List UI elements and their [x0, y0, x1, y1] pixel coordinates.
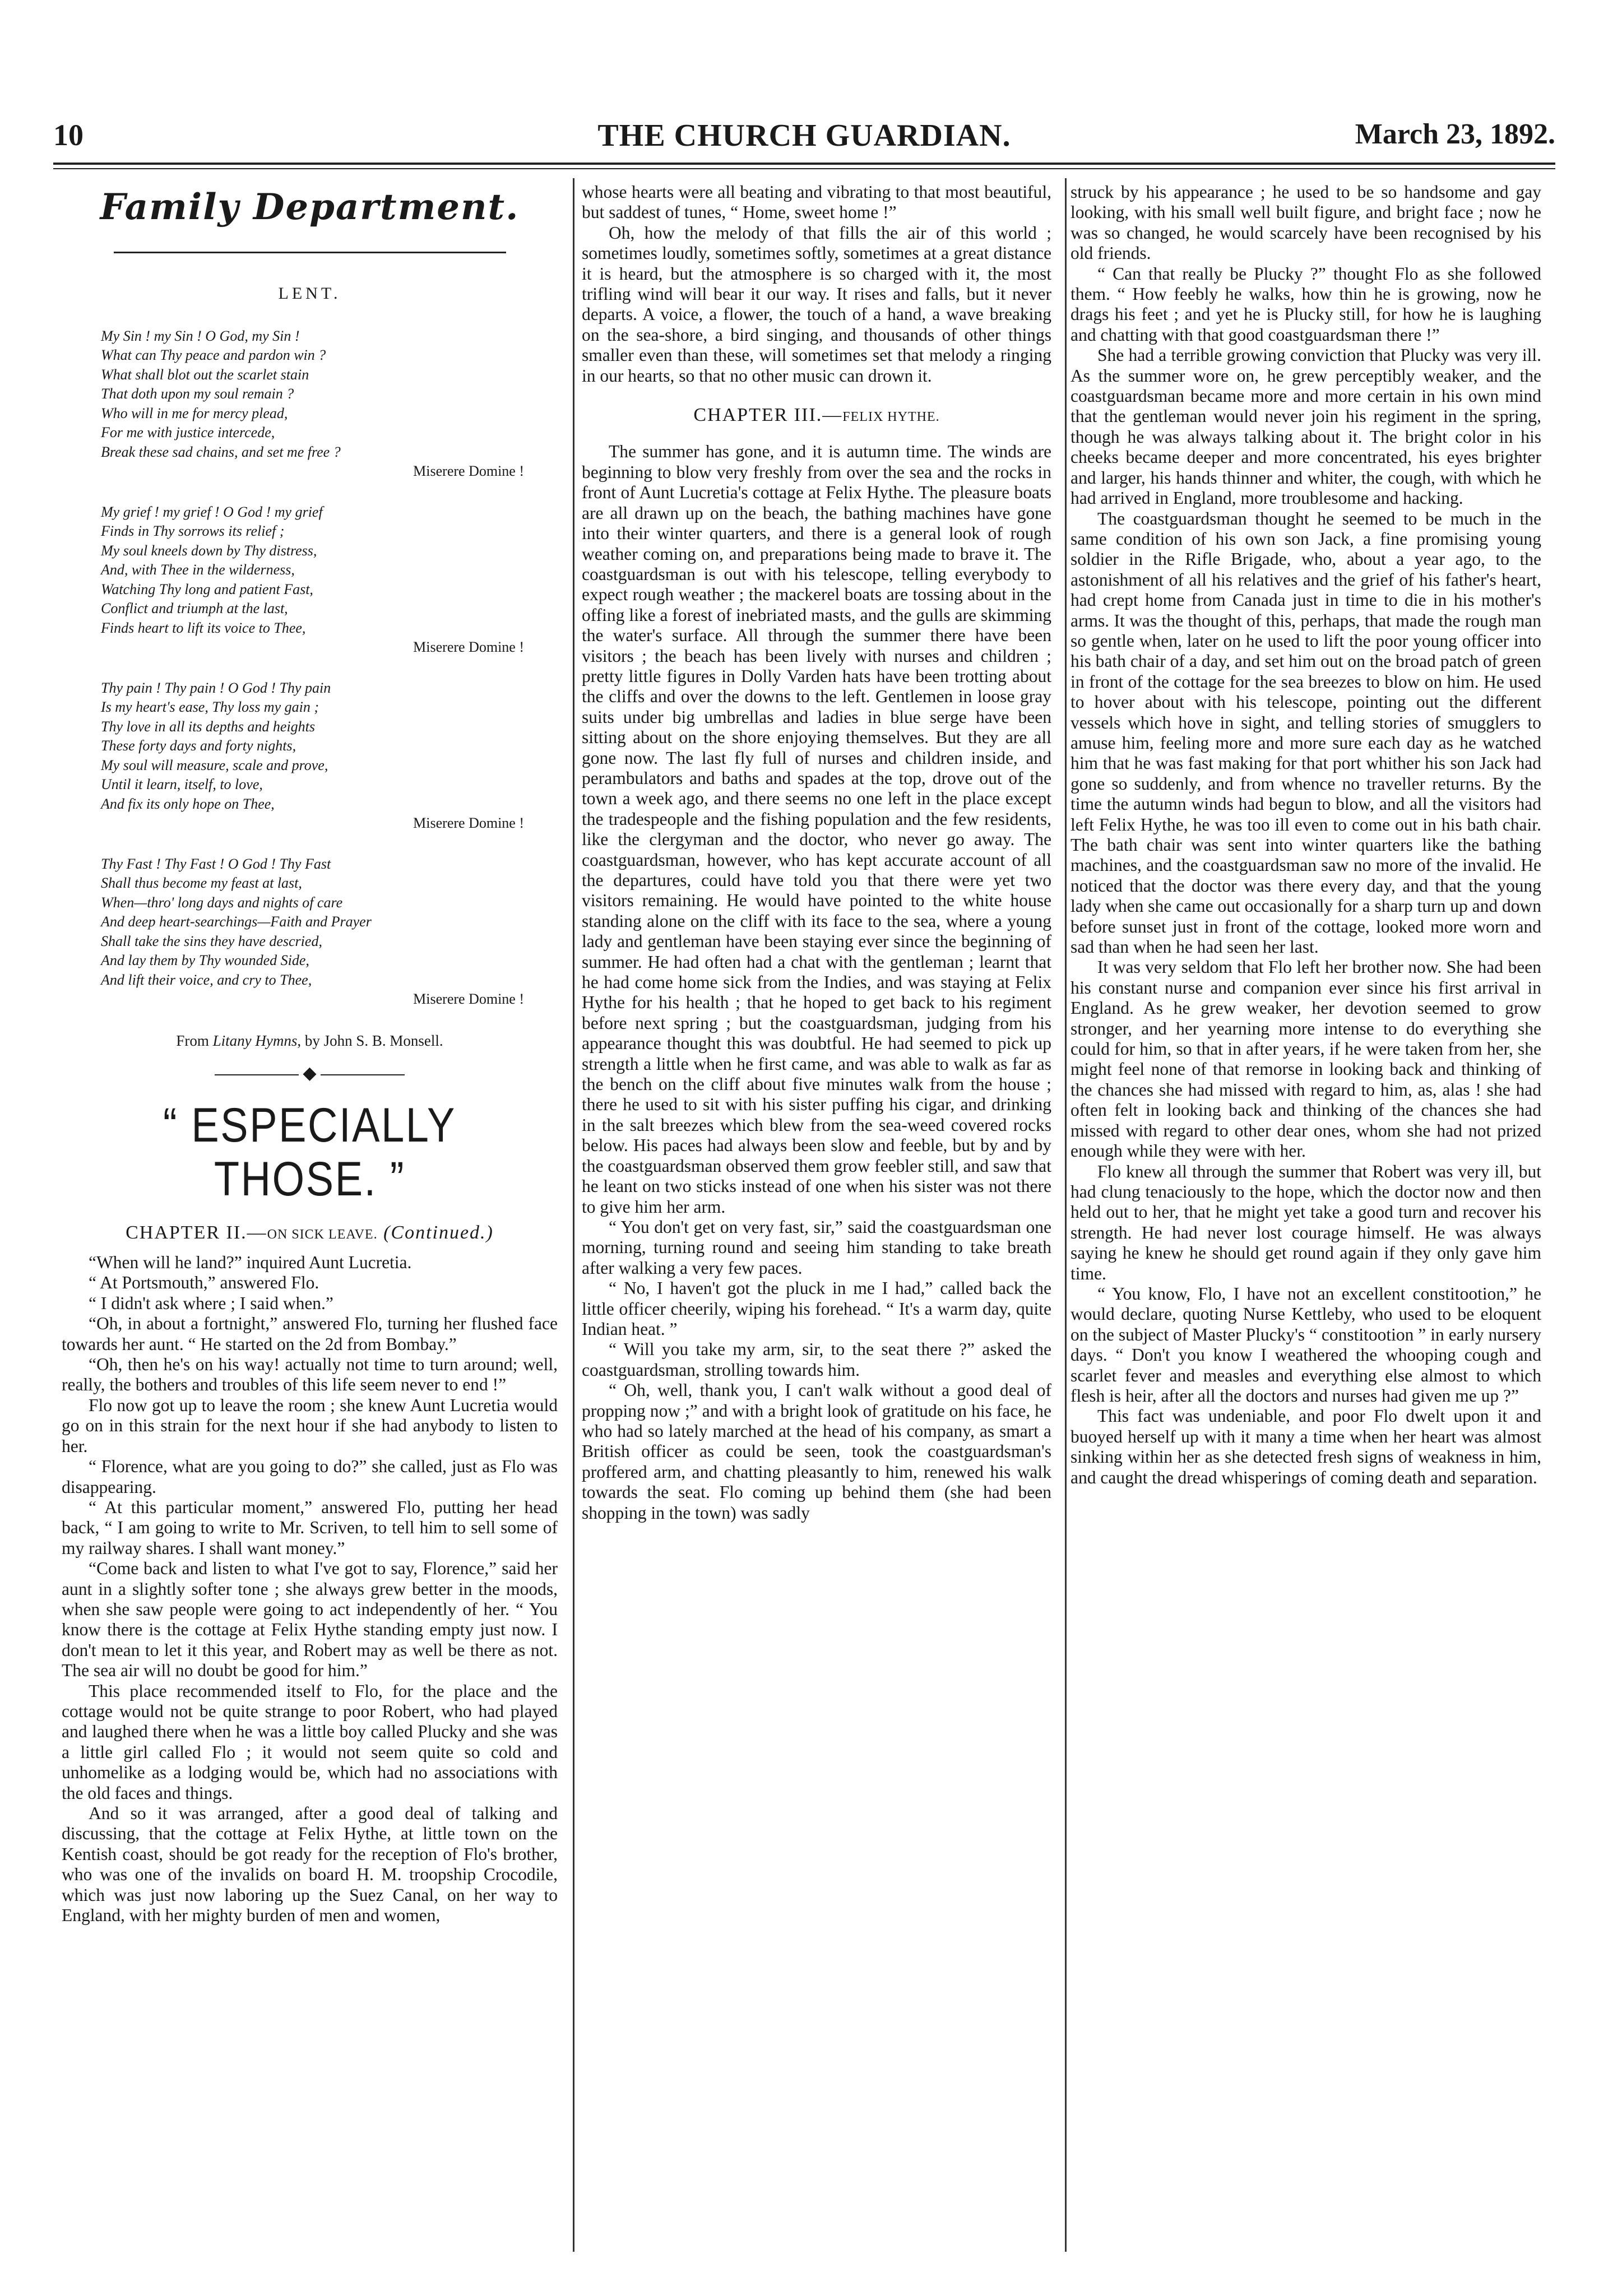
paragraph: “Come back and listen to what I've got to say, Florence,” said her aunt in a slightly softer tone ; she always grew better in the moods, when she saw people were going to act independently of her. “ You know there is the cottage at Felix Hythe standing empty just now. I don't mean to let it this year, and Robert may as well be there as not. The sea air will no doubt be good for him.” — [62, 1559, 558, 1681]
poem-refrain: Miserere Domine ! — [413, 991, 524, 1008]
paragraph: “ Can that really be Plucky ?” thought Flo as she followed them. “ How feebly he walks, how thin he is growing, now he drags his feet ; and yet he is Plucky still, for how he is laughing and chatting with that good coastguardsman there !” — [1070, 263, 1541, 345]
poem-line: Thy love in all its depths and heights — [101, 718, 316, 735]
column-divider-1 — [573, 178, 574, 2252]
paragraph: The summer has gone, and it is autumn time. The winds are beginning to blow very freshly from over the sea and the rocks in front of Aunt Lucretia's cottage at Felix Hythe. The pleasure boats are all drawn up on the beach, the bathing machines have gone into their winter quarters, and there is a general look of rough weather coming on, and preparations being made to brave it. The coastguardsman is out with his telescope, telling everybody to expect rough weather ; the mackerel boats are tossing about in the offing like a forest of inebriated masts, and the gulls are skimming the water's surface. All through the summer there have been visitors ; the beach has been lively with nurses and children ; pretty little figures in Dolly Varden hats have been trotting about the cliffs and over the downs to the left. Gentlemen in loose gray suits under big umbrellas and ladies in blue serge have been sitting about on the shore enjoying themselves. But they are all gone now. The last fly full of nurses and children inside, and perambulators and baths and spades at the top, drove out of the town a week ago, and there seems no one left in the place except the tradespeople and the fishing population and the few residents, like the clergyman and the doctor, who never go away. The coastguardsman, however, who has kept accurate account of all the departures, could have told you that there were yet two visitors remaining. He would have pointed to the white house standing alone on the cliff with its face to the sea, where a young lady and gentleman have been staying ever since the beginning of summer. He had often had a chat with the gentleman ; learnt that he had come home sick from the Indies, and was staying at Felix Hythe for his health ; that he hoped to get back to his regiment before next spring ; but the coastguardsman, judging from his appearance thought this was doubtful. He had seemed to pick up strength a little when he first came, and was able to walk as far as the bench on the cliff about five minutes walk from the house ; there he used to sit with his sister puffing his cigar, and drinking in the salt breezes which blew from the sea-weed covered rocks below. His paces had always been slow and feeble, but by and by the coastguardsman observed them grow feebler still, and saw that he leant on two sticks instead of one when his sister was not there to give him her arm. — [582, 442, 1051, 1217]
paragraph: “ Oh, well, thank you, I can't walk without a good deal of propping now ;” and with a bright look of gratitude on his face, he who had so lately marched at the head of his company, as smart a British officer as could be seen, took the coastguardsman's proffered arm, and chatting pleasantly to him, renewed his walk towards the seat. Flo coming up behind them (she had been shopping in the town) was sadly — [582, 1380, 1051, 1523]
department-title: Family Department. — [100, 186, 520, 228]
story-title: “ ESPECIALLY THOSE. ” — [163, 1098, 456, 1206]
column-2 — [582, 182, 1051, 1523]
paragraph: “When will he land?” inquired Aunt Lucretia. — [89, 1253, 412, 1273]
poem-refrain: Miserere Domine ! — [413, 815, 524, 832]
paragraph: It was very seldom that Flo left her brother now. She had been his constant nurse and companion ever since his first arrival in England. As he grew weaker, her devotion seemed to grow stronger, and her yearning more intense to do everything she could for him, so that in after years, if he were taken from her, she might feel none of that remorse in looking back and thinking of the chances she had missed with regard to him, as, alas ! she had often felt in looking back and thinking of the chances she had missed with regard to other dear ones, whom she had not prized enough while they were with her. — [1070, 957, 1541, 1161]
poem-stanza — [101, 327, 558, 481]
paragraph: “ I didn't ask where ; I said when.” — [89, 1293, 333, 1313]
poem-line: And, with Thee in the wilderness, — [101, 562, 295, 578]
poem-line: What can Thy peace and pardon win ? — [101, 347, 326, 364]
chapter-heading: CHAPTER II.—ON SICK LEAVE. (Continued.) — [126, 1222, 494, 1243]
poem-line: My soul kneels down by Thy distress, — [101, 542, 317, 559]
poem-line: Finds in Thy sorrows its relief ; — [101, 523, 285, 540]
paragraph: Oh, how the melody of that fills the air of this world ; sometimes loudly, sometimes softly, sometimes at a great distance it is heard, but the atmosphere is so charged with it, the most trifling wind will bear it our way. It rises and falls, but it never departs. A voice, a flower, the touch of a hand, a wave breaking on the sea-shore, a bird singing, and thousands of other things smaller even than these, will sometimes set that melody a ringing in our hearts, so that no other music can drown it. — [582, 222, 1051, 386]
poem-line: And deep heart-searchings—Faith and Prayer — [101, 913, 372, 930]
paragraph: This place recommended itself to Flo, for the place and the cottage would not be quite strange to poor Robert, who had played and laughed there when he was a little boy called Plucky and she was a little girl called Flo ; it would not seem quite so cold and unhomelike as a lodging would be, which had no associations with the old faces and things. — [62, 1681, 558, 1803]
poem-line: And lift their voice, and cry to Thee, — [101, 971, 312, 988]
paragraph: The coastguardsman thought he seemed to be much in the same condition of his own son Jack, a fine promising young soldier in the Rifle Brigade, who, about a year ago, to the astonishment of all his relatives and the grief of his father's heart, had crept home from Canada just in time to die in his mother's arms. It was the thought of this, perhaps, that made the rough man so gentle when, later on he used to lift the poor young officer into his bath chair of a day, and set him out on the broad patch of green in front of the cottage for the sea breezes to blow on him. He used to hover about with his telescope, pointing out the different vessels which hove in sight, and telling stories of smugglers to amuse him, feeling more and more sure each day as he watched him that he was fast making for that port whither his son Jack had gone so suddenly, and from whence no traveller returns. By the time the autumn winds had begun to blow, and all the visitors had left Felix Hythe, he was too ill even to come out in his bath chair. The bath chair was sent into winter quarters like the bathing machines, and the coastguardsman saw no more of the invalid. He noticed that the doctor was there every day, and that the young lady when she came out occasionally for a sharp turn up and down before sunset just in front of the cottage, looked more worn and sad than when he had seen her last. — [1070, 508, 1541, 957]
poem-line: Watching Thy long and patient Fast, — [101, 581, 313, 597]
poem-refrain: Miserere Domine ! — [413, 639, 524, 656]
poem-stanza — [101, 679, 558, 833]
chapter-heading: CHAPTER III.—FELIX HYTHE. — [693, 405, 940, 426]
poem-line: Shall take the sins they have descried, — [101, 933, 322, 949]
paragraph: struck by his appearance ; he used to be so handsome and gay looking, with his small well built figure, and bright face ; now he was so changed, he would scarcely have been recognised by his old friends. — [1070, 182, 1541, 263]
title-rule — [62, 241, 558, 261]
paragraph: “ You don't get on very fast, sir,” said the coastguardsman one morning, turning round and seeing him standing to take breath after walking a very few paces. — [582, 1217, 1051, 1278]
page-number: 10 — [53, 118, 84, 152]
paragraph: “Oh, in about a fortnight,” answered Flo, turning her flushed face towards her aunt. “ He started on the 2d from Bombay.” — [62, 1314, 558, 1354]
paragraph: “ At Portsmouth,” answered Flo. — [89, 1273, 319, 1293]
poem-line: And fix its only hope on Thee, — [101, 795, 275, 812]
book-title: Litany Hymns — [212, 1032, 298, 1049]
paragraph: whose hearts were all beating and vibrating to that most beautiful, but saddest of tunes, “ Home, sweet home !” — [582, 182, 1051, 222]
paragraph: “ Will you take my arm, sir, to the seat there ?” asked the coastguardsman, strolling towards him. — [582, 1339, 1051, 1380]
paragraph: She had a terrible growing conviction that Plucky was very ill. As the summer wore on, he grew perceptibly weaker, and the coastguardsman became more and more certain in his own mind that the gentleman would never join his regiment in the spring, though he was always talking about it. The bright color in his cheeks became deeper and more concentrated, his eyes brighter and larger, his hands thinner and whiter, the cough, with which he had arrived in England, more troublesome and hacking. — [1070, 345, 1541, 508]
poem-stanza — [101, 503, 558, 657]
header-rule — [53, 163, 1555, 165]
issue-date: March 23, 1892. — [1355, 118, 1555, 150]
story-text-continued — [582, 182, 1051, 386]
poem — [62, 327, 558, 1009]
paragraph: “Oh, then he's on his way! actually not time to turn around; well, really, the bothers and troubles of this life seem never to end !” — [62, 1355, 558, 1395]
story-text — [62, 1253, 558, 1926]
poem-line: Conflict and triumph at the last, — [101, 600, 288, 617]
poem-line: Thy pain ! Thy pain ! O God ! Thy pain — [101, 679, 331, 696]
poem-attribution: From Litany Hymns, by John S. B. Monsell. — [176, 1032, 443, 1049]
paragraph: And so it was arranged, after a good deal of talking and discussing, that the cottage at Felix Hythe, at little town on the Kentish coast, should be got ready for the reception of Flo's brother, who was one of the invalids on board H. M. troopship Crocodile, which was just now laboring up the Suez Canal, on her way to England, with her mighty burden of men and women, — [62, 1803, 558, 1926]
poem-line: Who will in me for mercy plead, — [101, 405, 288, 421]
paragraph: Flo knew all through the summer that Robert was very ill, but had clung tenaciously to the hope, which the doctor now and then held out to her, that he might yet take a good turn and recover his strength. He had never lost courage himself. He was always saying he knew he should get round again if they only gave him time. — [1070, 1161, 1541, 1283]
paragraph: “ At this particular moment,” answered Flo, putting her head back, “ I am going to write to Mr. Scriven, to tell him to sell some of my railway shares. I shall want money.” — [62, 1497, 558, 1558]
poem-line: These forty days and forty nights, — [101, 737, 296, 754]
poem-title: LENT. — [278, 284, 341, 303]
poem-line: Thy Fast ! Thy Fast ! O God ! Thy Fast — [101, 855, 331, 872]
poem-refrain: Miserere Domine ! — [413, 463, 524, 480]
ornament-divider: ◆ — [62, 1063, 558, 1083]
column-divider-2 — [1065, 178, 1067, 2252]
poem-stanza — [101, 855, 558, 1009]
paragraph: “ You know, Flo, I have not an excellent constitootion,” he would declare, quoting Nurse Kettleby, who used to be eloquent on the subject of Master Plucky's “ constitootion ” in early nursery days. “ Don't you know I weathered the whooping cough and scarlet fever and measles and everything else almost to which flesh is heir, after all the doctors and nurses had given me up ?” — [1070, 1283, 1541, 1406]
newspaper-title: THE CHURCH GUARDIAN. — [597, 118, 1011, 153]
page-header — [53, 118, 1555, 157]
paragraph: “ No, I haven't got the pluck in me I had,” called back the little officer cheerily, wiping his forehead. “ It's a warm day, quite Indian heat. ” — [582, 1278, 1051, 1339]
poem-line: For me with justice intercede, — [101, 424, 275, 441]
poem-line: Break these sad chains, and set me free ? — [101, 443, 341, 460]
paragraph: This fact was undeniable, and poor Flo dwelt upon it and buoyed herself up with it many a time when her heart was almost sinking within her as she detected fresh signs of weakness in him, and caught the dread whisperings of coming death and separation. — [1070, 1406, 1541, 1487]
header-rule-thin — [53, 168, 1555, 169]
poem-line: My grief ! my grief ! O God ! my grief — [101, 503, 323, 520]
poem-line: That doth upon my soul remain ? — [101, 386, 294, 402]
poem-line: Shall thus become my feast at last, — [101, 875, 302, 892]
column-1 — [62, 185, 558, 1926]
poem-line: My Sin ! my Sin ! O God, my Sin ! — [101, 327, 300, 344]
poem-line: When—thro' long days and nights of care — [101, 894, 343, 911]
story-text — [1070, 182, 1541, 1488]
paragraph: Flo now got up to leave the room ; she knew Aunt Lucretia would go on in this strain for the next hour if she had anybody to listen to her. — [62, 1395, 558, 1456]
paragraph: “ Florence, what are you going to do?” she called, just as Flo was disappearing. — [62, 1457, 558, 1497]
poem-line: Is my heart's ease, Thy loss my gain ; — [101, 699, 319, 716]
column-3 — [1070, 182, 1541, 1488]
poem-line: And lay them by Thy wounded Side, — [101, 952, 309, 969]
story-text — [582, 442, 1051, 1523]
poem-line: Until it learn, itself, to love, — [101, 776, 263, 793]
poem-line: What shall blot out the scarlet stain — [101, 366, 309, 383]
poem-line: Finds heart to lift its voice to Thee, — [101, 619, 306, 636]
poem-line: My soul will measure, scale and prove, — [101, 757, 328, 773]
